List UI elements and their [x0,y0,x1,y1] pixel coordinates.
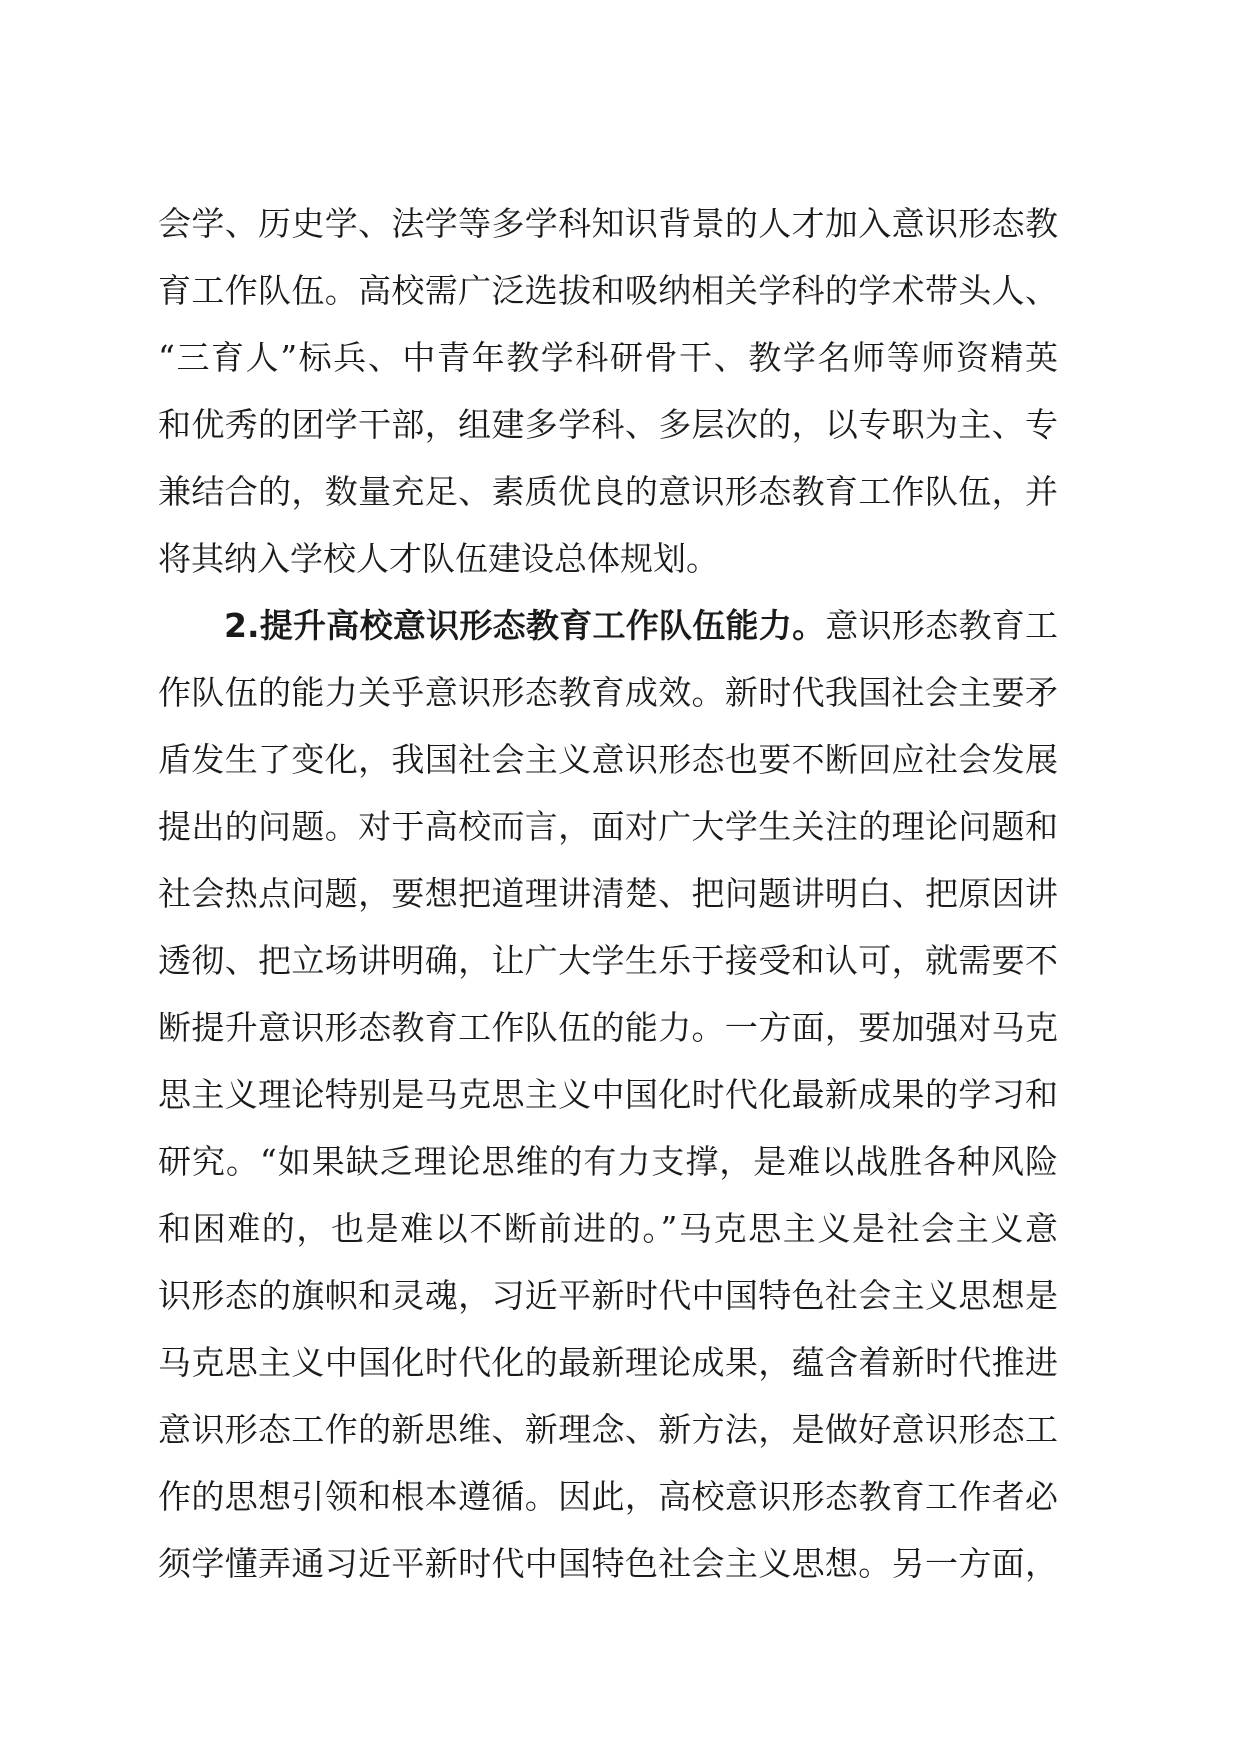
body-text [158,190,1058,1597]
paragraph-2 [158,592,1058,1597]
text-line: 须学懂弄通习近平新时代中国特色社会主义思想。另一方面， [158,1544,1058,1583]
text-line: 思主义理论特别是马克思主义中国化时代化最新成果的学习和 [158,1075,1058,1114]
text-line: 社会热点问题，要想把道理讲清楚、把问题讲明白、把原因讲 [158,874,1058,913]
text-line: 马克思主义中国化时代化的最新理论成果，蕴含着新时代推进 [158,1343,1058,1382]
text-line: 识形态的旗帜和灵魂，习近平新时代中国特色社会主义思想是 [158,1276,1058,1315]
paragraph-1 [158,190,1058,592]
text-line: 和困难的，也是难以不断前进的。”马克思主义是社会主义意 [158,1209,1058,1248]
text-line: 和优秀的团学干部，组建多学科、多层次的，以专职为主、专 [158,405,1058,444]
text-line: 盾发生了变化，我国社会主义意识形态也要不断回应社会发展 [158,740,1058,779]
section-heading: 2.提升高校意识形态教育工作队伍能力。 [224,606,826,645]
text-line: “三育人”标兵、中青年教学科研骨干、教学名师等师资精英 [158,338,1058,377]
text-line: 透彻、把立场讲明确，让广大学生乐于接受和认可，就需要不 [158,941,1058,980]
text-line: 意识形态工作的新思维、新理念、新方法，是做好意识形态工 [158,1410,1058,1449]
text-line: 研究。“如果缺乏理论思维的有力支撑，是难以战胜各种风险 [158,1142,1058,1181]
text-line: 作队伍的能力关乎意识形态教育成效。新时代我国社会主要矛 [158,673,1058,712]
text-line: 作的思想引领和根本遵循。因此，高校意识形态教育工作者必 [158,1477,1058,1516]
text-line: 提出的问题。对于高校而言，面对广大学生关注的理论问题和 [158,807,1058,846]
text-line: 断提升意识形态教育工作队伍的能力。一方面，要加强对马克 [158,1008,1058,1047]
text-line: 兼结合的，数量充足、素质优良的意识形态教育工作队伍，并 [158,472,1058,511]
paragraph-2-first-line [158,592,1058,659]
text-line: 育工作队伍。高校需广泛选拔和吸纳相关学科的学术带头人、 [158,271,1058,310]
text-line: 会学、历史学、法学等多学科知识背景的人才加入意识形态教 [158,204,1058,243]
text-line: 将其纳入学校人才队伍建设总体规划。 [158,539,719,578]
text-run: 意识形态教育工 [825,606,1058,645]
